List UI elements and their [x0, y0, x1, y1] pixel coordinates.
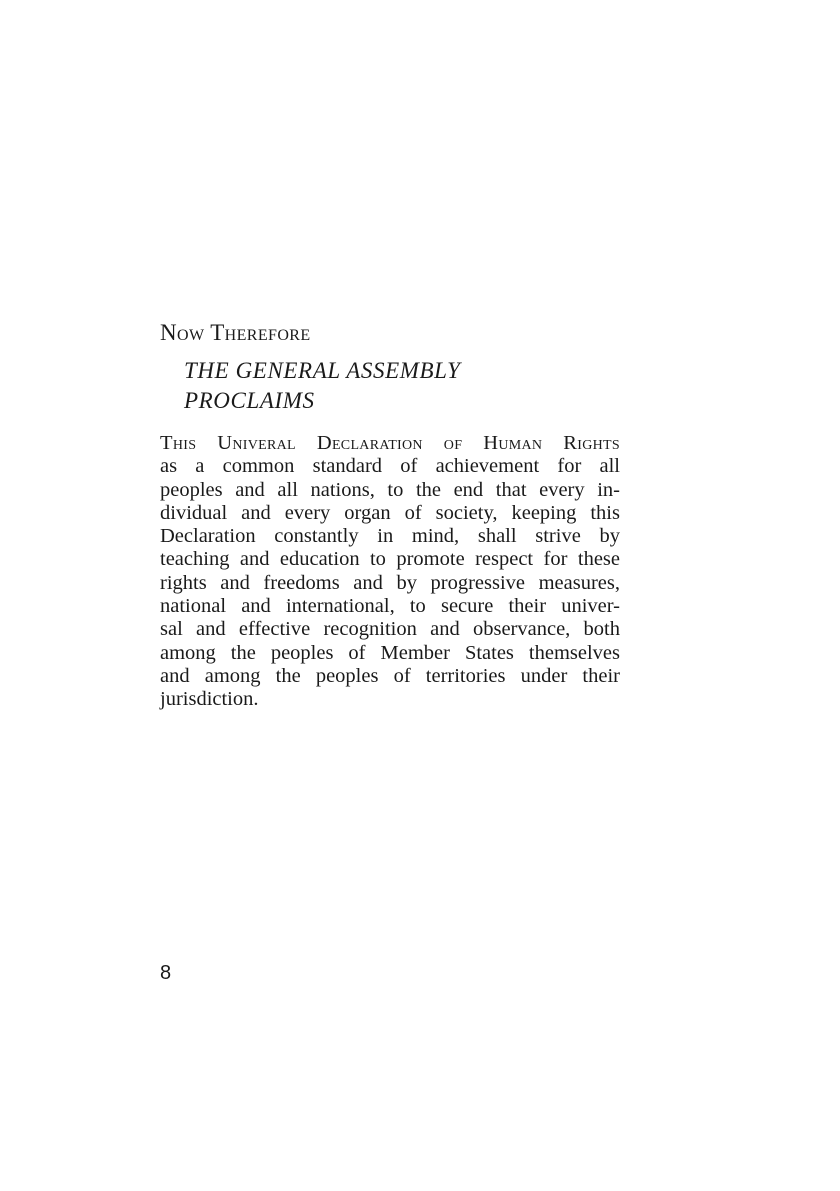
paragraph-line: sal and effective recognition and observance, both — [160, 618, 620, 641]
paragraph-line: peoples and all nations, to the end that every in- — [160, 478, 620, 501]
paragraph-lead-line: This Univeral Declaration of Human Rights — [160, 432, 620, 454]
paragraph-line: Declaration constantly in mind, shall strive by — [160, 525, 620, 548]
paragraph-line: among the peoples of Member States themselves — [160, 641, 620, 664]
declaration-paragraph — [160, 432, 620, 712]
paragraph-line: teaching and education to promote respect for these — [160, 548, 620, 571]
paragraph-line: as a common standard of achievement for all — [160, 455, 620, 478]
paragraph-line: and among the peoples of territories under their — [160, 664, 620, 687]
proclamation-heading — [184, 356, 461, 416]
paragraph-line: dividual and every organ of society, keeping this — [160, 501, 620, 524]
proclamation-line-2: PROCLAIMS — [184, 388, 315, 413]
page-number: 8 — [160, 962, 172, 984]
paragraph-line: national and international, to secure their univer- — [160, 595, 620, 618]
proclamation-line-1: THE GENERAL ASSEMBLY — [184, 358, 461, 383]
paragraph-line-last: jurisdiction. — [160, 688, 259, 711]
paragraph-line: rights and freedoms and by progressive measures, — [160, 571, 620, 594]
now-therefore-heading: Now Therefore — [160, 320, 311, 345]
